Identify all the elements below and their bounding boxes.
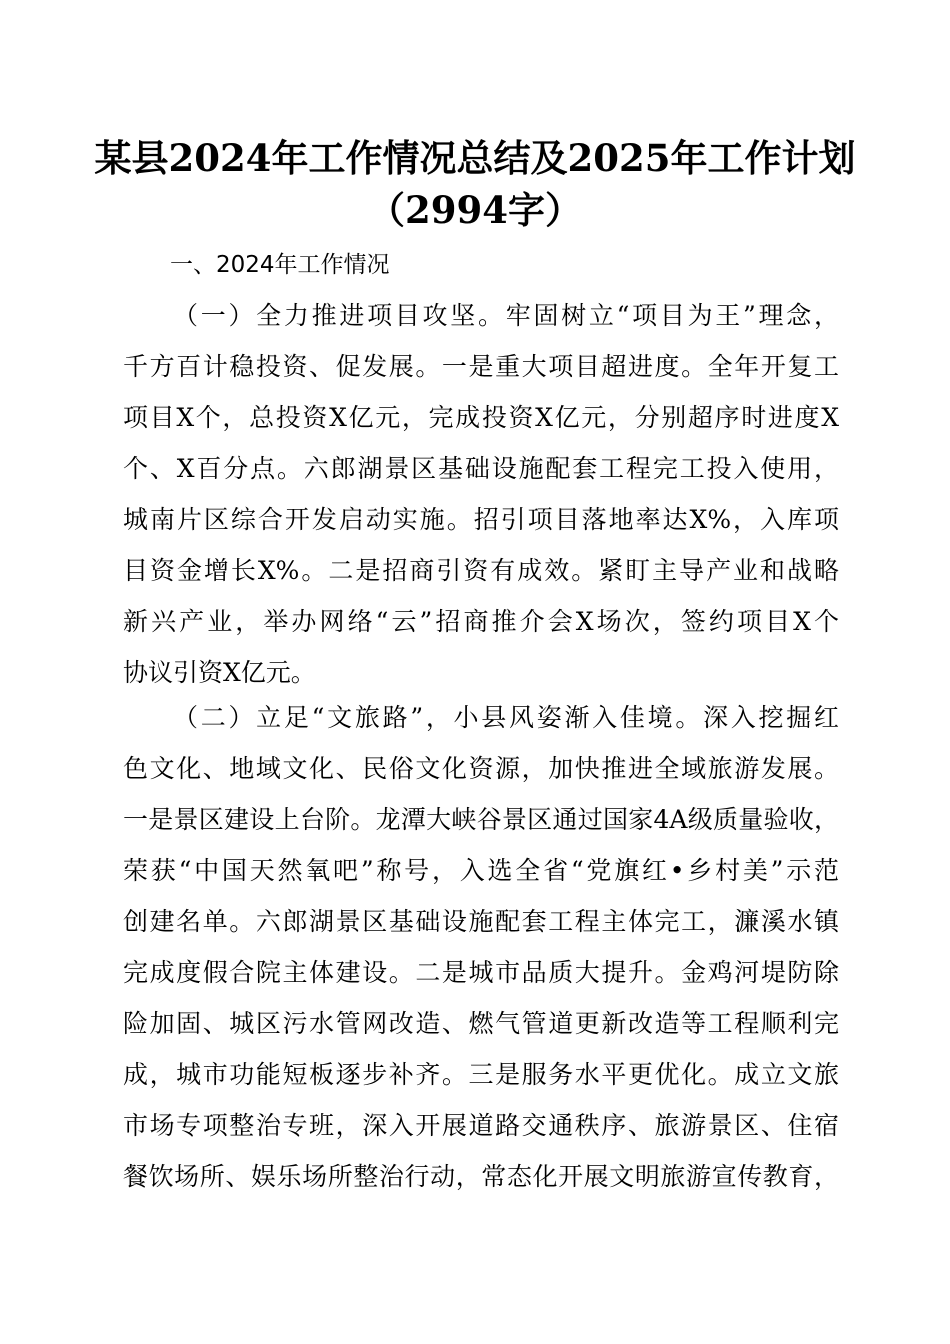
paragraph-line: 千方百计稳投资、促发展。一是重大项目超进度。全年开复工 — [123, 352, 839, 381]
paragraph-line: 协议引资X亿元。 — [123, 658, 316, 687]
paragraph-line: 险加固、城区污水管网改造、燃气管道更新改造等工程顺利完 — [123, 1009, 839, 1038]
section-heading: 一、2024年工作情况 — [170, 252, 390, 278]
paragraph-line: 城南片区综合开发启动实施。招引项目落地率达X%，入库项 — [123, 505, 839, 534]
paragraph-line: （二）立足“文旅路”，小县风姿渐入佳境。深入挖掘红 — [173, 703, 839, 732]
document-title: 某县2024年工作情况总结及2025年工作计划 — [94, 136, 856, 180]
paragraph-line: 成，城市功能短板逐步补齐。三是服务水平更优化。成立文旅 — [123, 1060, 839, 1089]
paragraph-line: 项目X个，总投资X亿元，完成投资X亿元，分别超序时进度X — [123, 403, 839, 432]
paragraph-line: 餐饮场所、娱乐场所整治行动，常态化开展文明旅游宣传教育， — [123, 1162, 839, 1191]
paragraph-line: 市场专项整治专班，深入开展道路交通秩序、旅游景区、住宿 — [123, 1111, 839, 1140]
paragraph-line: 创建名单。六郎湖景区基础设施配套工程主体完工，濂溪水镇 — [123, 907, 839, 936]
paragraph-line: 目资金增长X%。二是招商引资有成效。紧盯主导产业和战略 — [123, 556, 839, 585]
paragraph-line: 荣获“中国天然氧吧”称号，入选全省“党旗红•乡村美”示范 — [123, 856, 839, 885]
paragraph-line: 新兴产业，举办网络“云”招商推介会X场次，签约项目X个 — [123, 607, 839, 636]
paragraph-tourism — [123, 692, 839, 1202]
paragraph-line: （一）全力推进项目攻坚。牢固树立“项目为王”理念， — [173, 301, 839, 330]
paragraph-projects — [123, 290, 839, 698]
paragraph-line: 一是景区建设上台阶。龙潭大峡谷景区通过国家4A级质量验收， — [123, 805, 839, 834]
paragraph-line: 色文化、地域文化、民俗文化资源，加快推进全域旅游发展。 — [123, 754, 839, 783]
paragraph-line: 完成度假合院主体建设。二是城市品质大提升。金鸡河堤防除 — [123, 958, 839, 987]
document-title-word-count: （2994字） — [368, 188, 582, 232]
paragraph-line: 个、X百分点。六郎湖景区基础设施配套工程完工投入使用， — [123, 454, 839, 483]
